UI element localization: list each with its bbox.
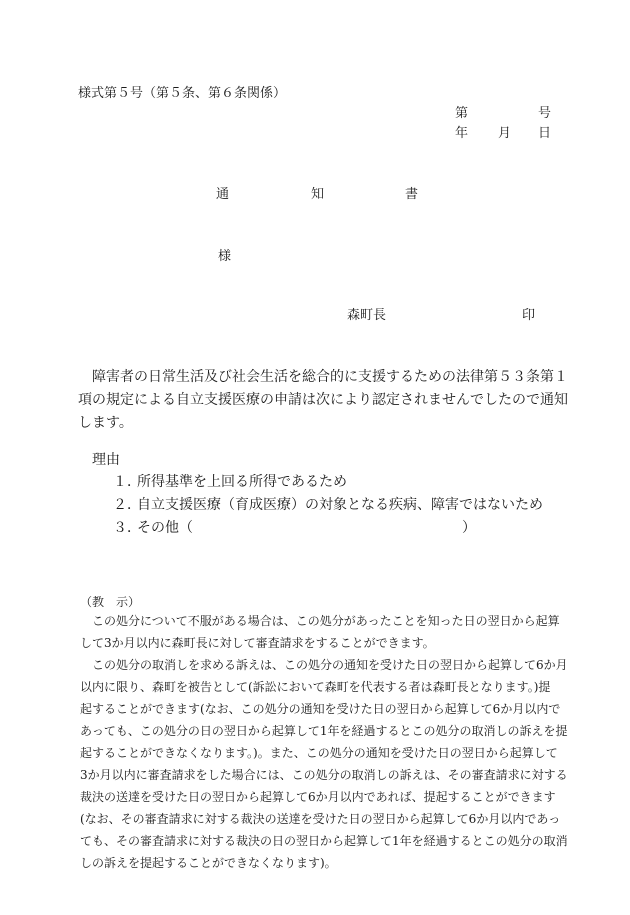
reason-text: 所得基準を上回る所得であるため <box>137 474 347 490</box>
recipient-honorific: 様 <box>218 249 232 264</box>
body-line: します。 <box>78 415 133 431</box>
notice-body <box>80 610 568 874</box>
seal-mark: 印 <box>522 308 536 323</box>
notice-line: 裁決の送達を受けた日の翌日から起算して6か月以内であれば、提起することができます <box>80 790 556 804</box>
issuer-name: 森町長 <box>347 308 387 323</box>
notice-line: この処分について不服がある場合は、この処分があったことを知った日の翌日から起算 <box>80 614 560 628</box>
reasons-heading: 理由 <box>92 452 120 468</box>
reason-text: 自立支援医療（育成医療）の対象となる疾病、障害ではないため <box>137 497 543 513</box>
date-month-label: 月 <box>498 126 512 141</box>
reason-item <box>113 517 543 540</box>
title-char: 知 <box>311 187 325 202</box>
reason-number: ３． <box>113 520 141 536</box>
notice-line: して3か月以内に森町長に対して審査請求をすることができます。 <box>80 636 435 650</box>
notice-line: しの訴えを提起することができなくなります)。 <box>80 856 337 870</box>
reason-number: １． <box>113 474 141 490</box>
title-char: 書 <box>405 187 419 202</box>
notice-line: 起することができなくなります。)。また、この処分の通知を受けた日の翌日から起算して <box>80 746 558 760</box>
notice-line: 起することができます(なお、この処分の通知を受けた日の翌日から起算して6か月以内で <box>80 702 561 716</box>
date-day-label: 日 <box>538 126 552 141</box>
reasons-list <box>113 471 543 540</box>
reason-other-close-paren: ） <box>462 520 476 536</box>
reason-item <box>113 471 543 494</box>
body-paragraph <box>78 366 568 435</box>
doc-number-suffix: 号 <box>538 106 552 121</box>
title-char: 通 <box>216 187 230 202</box>
reason-item <box>113 494 543 517</box>
notice-line: この処分の取消しを求める訴えは、この処分の通知を受けた日の翌日から起算して6か月 <box>80 658 568 672</box>
form-number: 様式第５号（第５条、第６条関係） <box>78 86 287 101</box>
notice-line: (なお、その審査請求に対する裁決の送達を受けた日の翌日から起算して6か月以内であっ <box>80 812 561 826</box>
doc-number-prefix: 第 <box>455 106 469 121</box>
notice-line: 以内に限り、森町を被告として(訴訟において森町を代表する者は森町長となります。)提 <box>80 680 551 694</box>
notice-line: 3か月以内に審査請求をした場合には、この処分の取消しの訴えは、その審査請求に対する <box>80 768 568 782</box>
date-year-label: 年 <box>455 126 469 141</box>
notice-heading: （教 示） <box>80 595 141 609</box>
reason-number: ２． <box>113 497 141 513</box>
notice-line: あっても、この処分の日の翌日から起算して1年を経過するとこの処分の取消しの訴えを提 <box>80 724 568 738</box>
notice-line: ても、その審査請求に対する裁決の日の翌日から起算して1年を経過するとこの処分の取消 <box>80 834 568 848</box>
reason-text: その他（ <box>137 520 193 536</box>
body-line: 項の規定による自立支援医療の申請は次により認定されませんでしたので通知 <box>78 392 568 408</box>
body-line: 障害者の日常生活及び社会生活を総合的に支援するための法律第５３条第１ <box>78 369 568 385</box>
